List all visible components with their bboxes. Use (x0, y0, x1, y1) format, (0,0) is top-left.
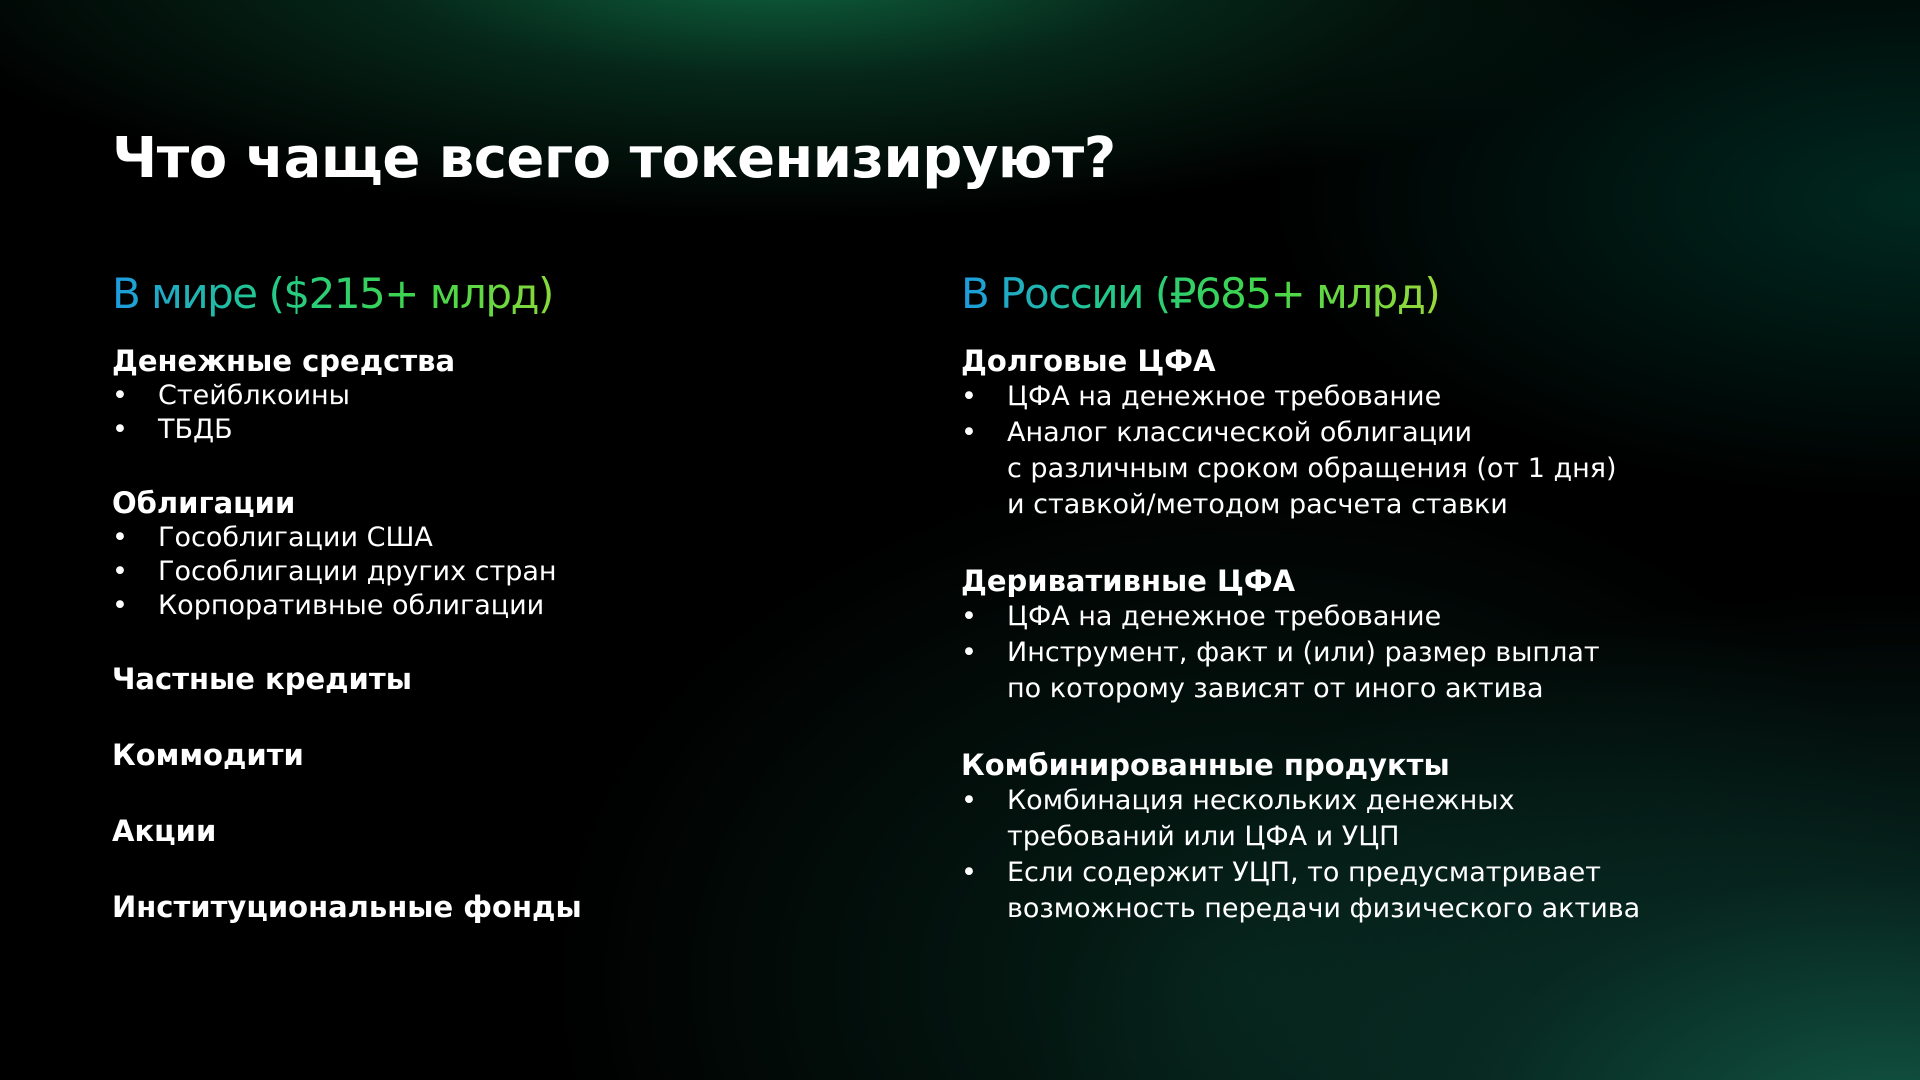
bullet-list (112, 379, 912, 447)
list-item-text: Гособлигации других стран (158, 556, 557, 587)
section-debt-dfa (961, 343, 1861, 523)
section-title: Комбинированные продукты (961, 748, 1450, 782)
list-item-text: Если содержит УЦП, то предусматривает (1007, 857, 1601, 888)
list-item-text: ЦФА на денежное требование (1007, 601, 1442, 632)
list-item (112, 413, 912, 447)
bullet-list (112, 521, 912, 623)
section-stocks (112, 813, 912, 849)
list-item-text: ТБДБ (158, 414, 233, 445)
list-item-text: требований или ЦФА и УЦП (1007, 821, 1400, 852)
bullet-list (961, 379, 1861, 523)
section-bonds (112, 485, 912, 623)
list-item-text: Комбинация нескольких денежных (1007, 785, 1515, 816)
list-item (961, 599, 1861, 635)
section-private-credit (112, 661, 912, 697)
section-institutional-funds (112, 889, 912, 925)
list-item (112, 555, 912, 589)
list-item-text: Корпоративные облигации (158, 590, 545, 621)
bullet-icon: • (112, 380, 128, 411)
bullet-icon: • (112, 414, 128, 445)
section-combined-products (961, 747, 1861, 927)
section-commodities (112, 737, 912, 773)
bullet-list (961, 783, 1861, 927)
bullet-icon: • (112, 522, 128, 553)
list-item (112, 589, 912, 623)
list-item (112, 521, 912, 555)
bullet-icon: • (961, 381, 977, 412)
bullet-icon: • (961, 417, 977, 448)
list-item-text: с различным сроком обращения (от 1 дня) (1007, 453, 1617, 484)
list-item (961, 635, 1861, 707)
list-item-text: возможность передачи физического актива (1007, 893, 1641, 924)
list-item-text: ЦФА на денежное требование (1007, 381, 1442, 412)
section-title: Облигации (112, 486, 296, 520)
bullet-list (961, 599, 1861, 707)
list-item-text: Инструмент, факт и (или) размер выплат (1007, 637, 1600, 668)
russia-column (961, 265, 1861, 927)
bullet-icon: • (961, 601, 977, 632)
section-title: Долговые ЦФА (961, 344, 1216, 378)
slide-title: Что чаще всего токенизируют? (112, 126, 1116, 191)
section-title: Частные кредиты (112, 662, 412, 696)
list-item (112, 379, 912, 413)
list-item-text: Стейблкоины (158, 380, 350, 411)
list-item-text: Аналог классической облигации (1007, 417, 1473, 448)
list-item (961, 783, 1861, 855)
list-item-text: по которому зависят от иного актива (1007, 673, 1544, 704)
russia-heading: В России (₽685+ млрд) (961, 265, 1439, 323)
bullet-icon: • (961, 637, 977, 668)
list-item (961, 379, 1861, 415)
section-derivative-dfa (961, 563, 1861, 707)
list-item (961, 415, 1861, 523)
world-column (112, 265, 912, 925)
section-title: Институциональные фонды (112, 890, 582, 924)
section-title: Деривативные ЦФА (961, 564, 1296, 598)
list-item (961, 855, 1861, 927)
world-heading: В мире ($215+ млрд) (112, 265, 553, 323)
section-cash (112, 343, 912, 447)
section-title: Денежные средства (112, 344, 456, 378)
section-title: Коммодити (112, 738, 304, 772)
bullet-icon: • (112, 590, 128, 621)
list-item-text: Гособлигации США (158, 522, 433, 553)
section-title: Акции (112, 814, 217, 848)
bullet-icon: • (961, 785, 977, 816)
bullet-icon: • (112, 556, 128, 587)
list-item-text: и ставкой/методом расчета ставки (1007, 489, 1508, 520)
bullet-icon: • (961, 857, 977, 888)
